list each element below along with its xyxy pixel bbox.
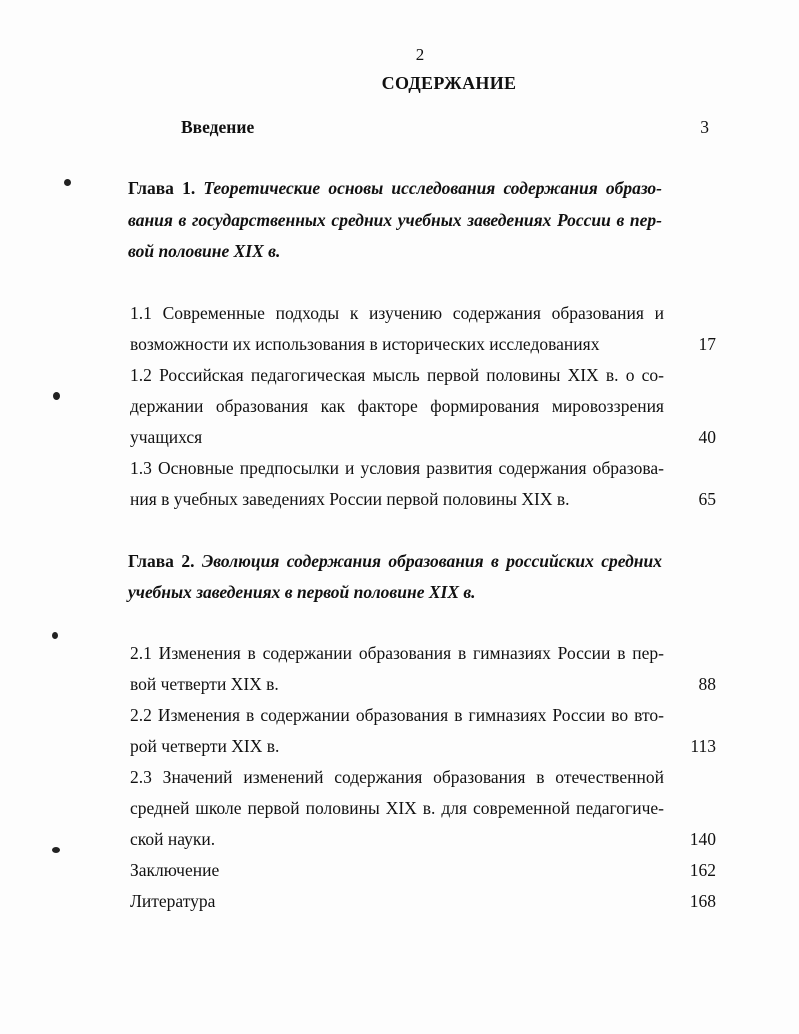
section-2-2-page: 113: [690, 736, 716, 756]
toc-literature-page: 168: [689, 891, 716, 911]
section-1-2-line1: 1.2 Российская педагогическая мысль первой половины XIX в. о со-: [130, 365, 664, 385]
section-1-1-page: 17: [698, 334, 716, 354]
section-1-2-line2: держании образования как факторе формирования мировоззрения: [130, 396, 664, 416]
section-1-3-page: 65: [698, 489, 716, 509]
section-1-2-page: 40: [698, 427, 716, 447]
section-2-3-line2: средней школе первой половины XIX в. для современной педагогиче-: [130, 798, 664, 818]
chapter2-label: Глава 2.: [128, 551, 195, 571]
chapter2-title-part2: учебных заведениях в первой половине XIX в.: [128, 582, 476, 602]
section-2-2-line2: рой четверти XIX в.: [130, 736, 280, 756]
chapter2-title-part1: Эволюция содержания образования в российских средних: [201, 551, 662, 571]
section-1-3-line1: 1.3 Основные предпосылки и условия развития содержания образова-: [130, 458, 664, 478]
section-2-1-page: 88: [698, 674, 716, 694]
section-2-3-line1: 2.3 Значений изменений содержания образования в отечественной: [130, 767, 664, 787]
toc-literature-label: Литература: [130, 891, 216, 911]
section-2-3-page: 140: [689, 829, 716, 849]
chapter1-line1: [128, 178, 662, 199]
chapter1-title-part2: вания в государственных средних учебных заведениях России в пер-: [128, 210, 662, 230]
toc-conclusion-page: 162: [689, 860, 716, 880]
section-1-1-line2: возможности их использования в исторических исследованиях: [130, 334, 600, 354]
section-1-1-line1: 1.1 Современные подходы к изучению содержания образования и: [130, 303, 664, 323]
chapter1-title-part3: вой половине XIX в.: [128, 241, 281, 261]
page-number: 2: [415, 45, 425, 64]
scan-speck: [64, 179, 71, 186]
chapter2-line1: [128, 551, 662, 572]
chapter2-line2: [128, 582, 476, 603]
page-title: СОДЕРЖАНИЕ: [381, 73, 517, 93]
section-1-2-line3: учащихся: [130, 427, 203, 447]
toc-intro-page: 3: [700, 117, 709, 137]
section-2-3-line3: ской науки.: [130, 829, 216, 849]
toc-conclusion-label: Заключение: [130, 860, 220, 880]
chapter1-line3: [128, 241, 280, 262]
chapter1-line2: [128, 210, 662, 231]
section-2-1-line1: 2.1 Изменения в содержании образования в гимназиях России в пер-: [130, 643, 664, 663]
chapter1-title-part1: Теоретические основы исследования содержания образо-: [203, 178, 663, 198]
section-1-3-line2: ния в учебных заведениях России первой половины XIX в.: [130, 489, 570, 509]
scan-speck: [52, 632, 58, 639]
section-2-2-line1: 2.2 Изменения в содержании образования в гимназиях России во вто-: [130, 705, 664, 725]
section-2-1-line2: вой четверти XIX в.: [130, 674, 279, 694]
scan-speck: [53, 392, 60, 400]
chapter1-label: Глава 1.: [128, 178, 196, 198]
toc-intro-label: Введение: [181, 117, 255, 137]
scan-speck: [52, 847, 60, 853]
